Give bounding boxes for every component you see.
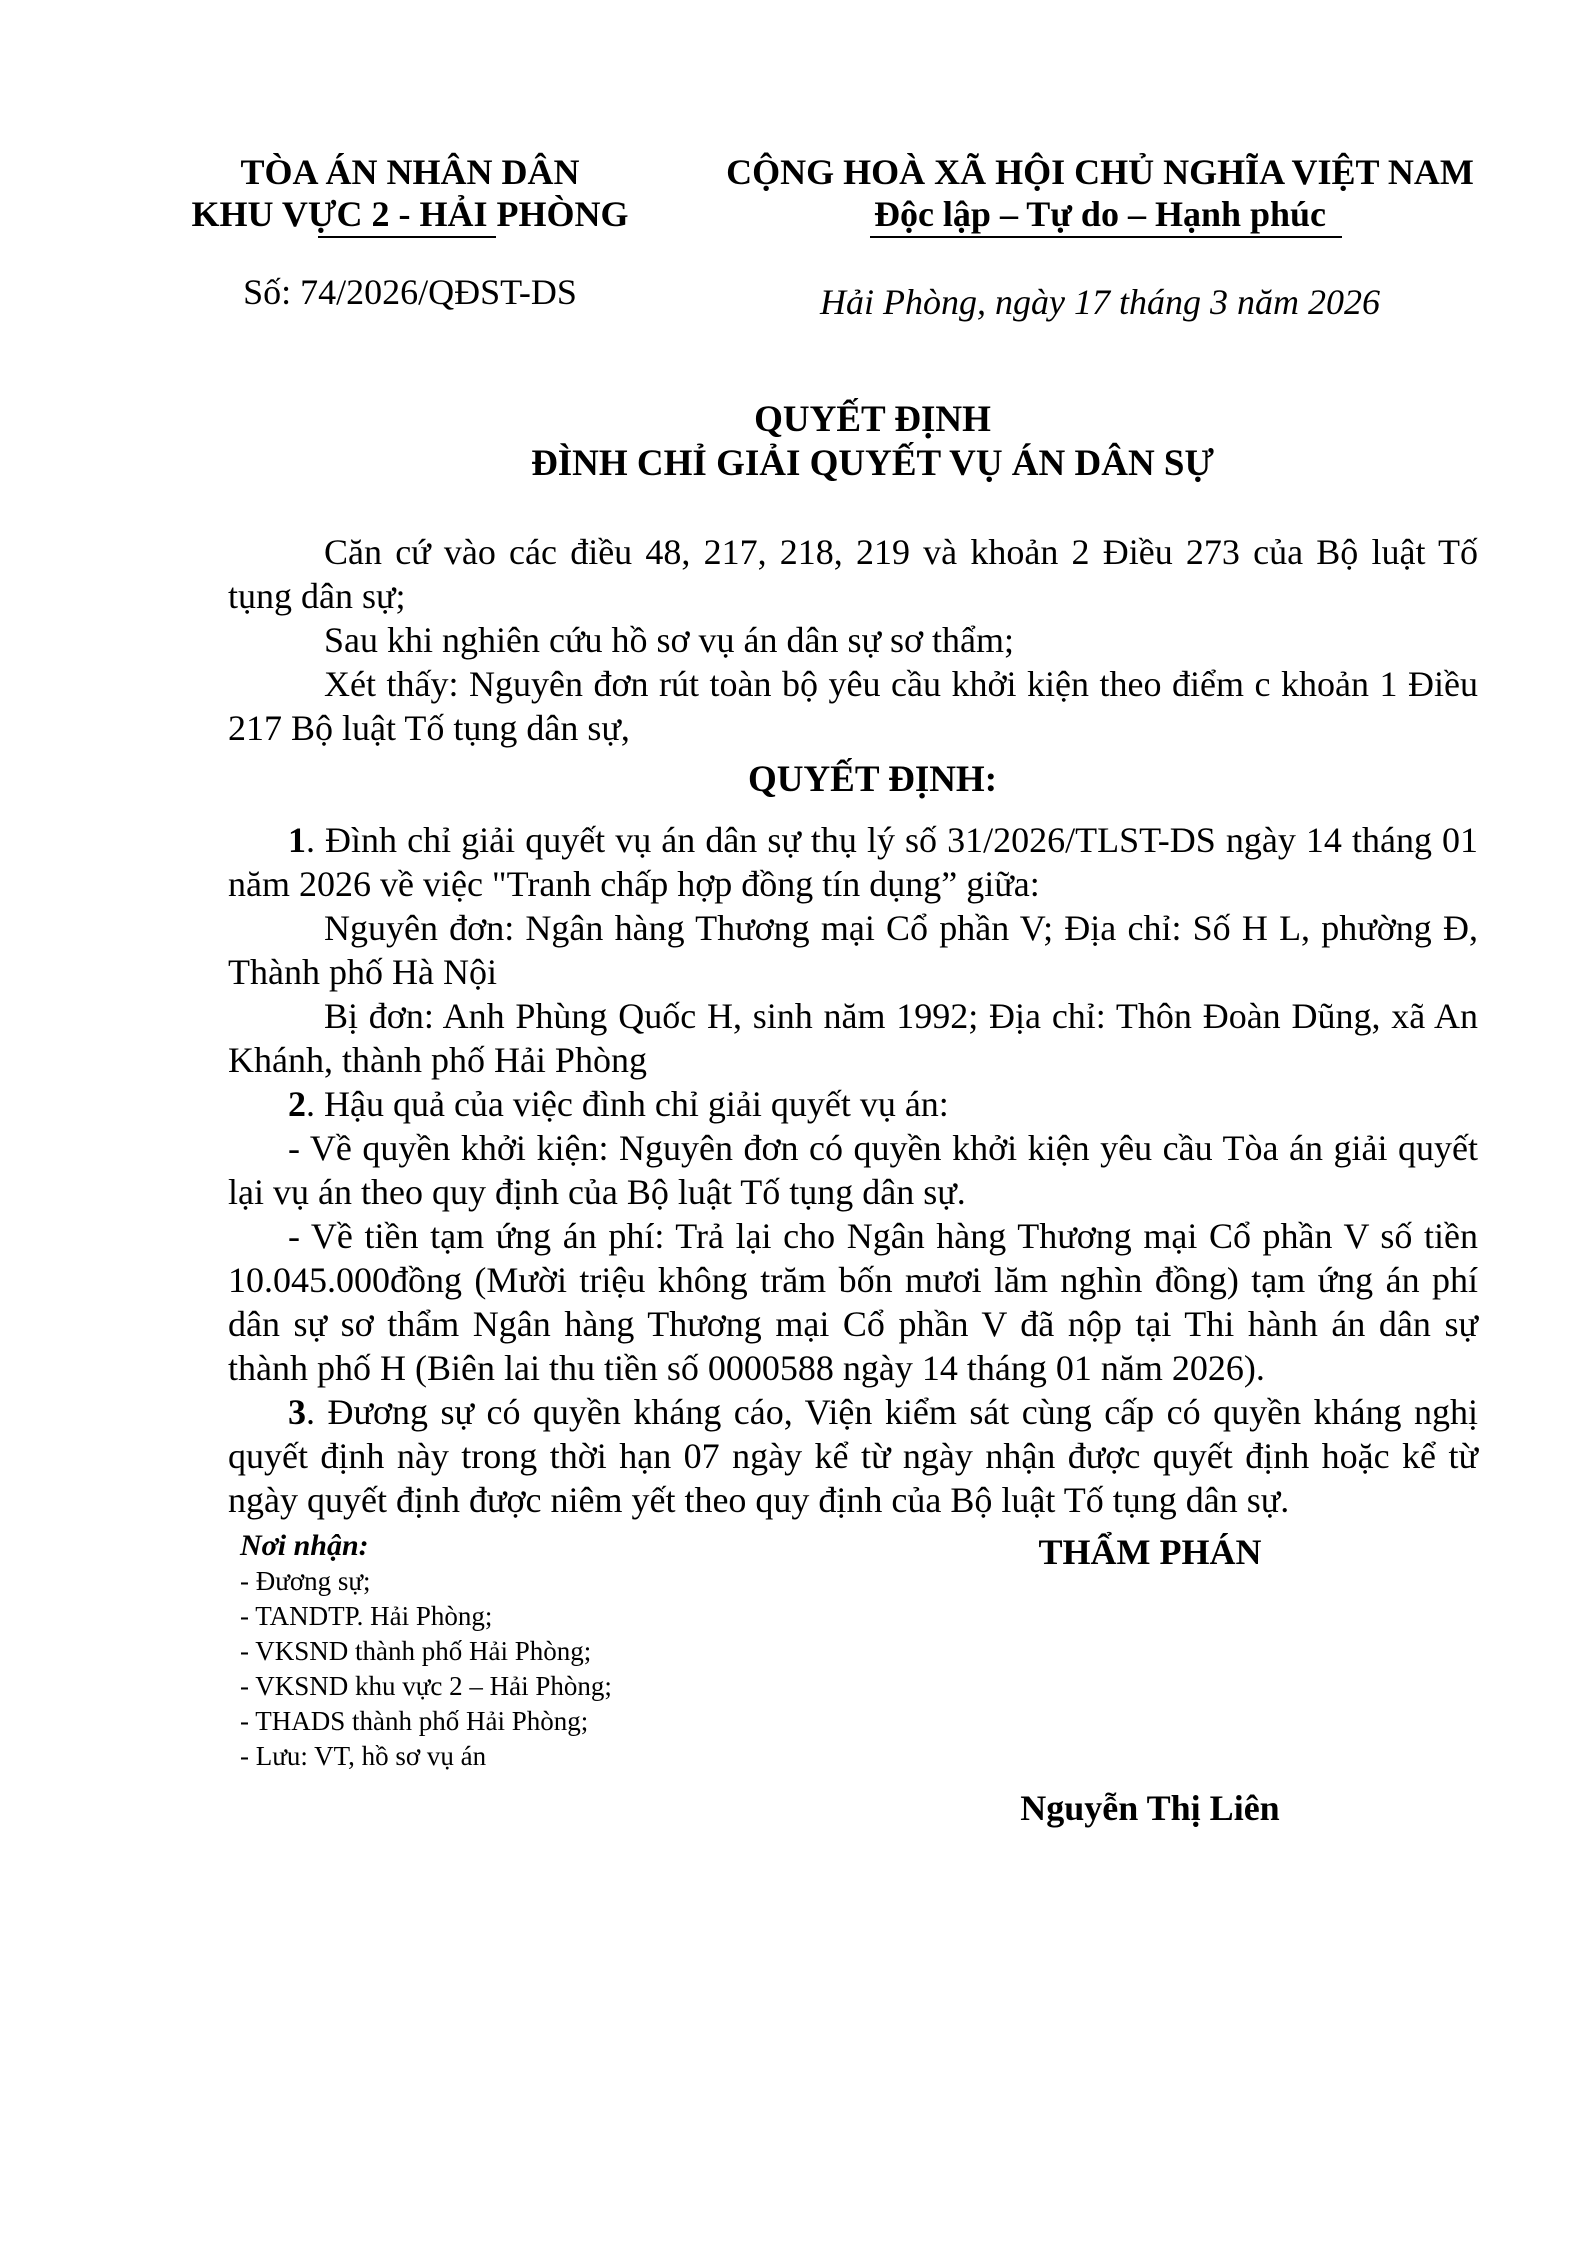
signer-name: Nguyễn Thị Liên bbox=[1020, 1788, 1280, 1828]
court-name-underline bbox=[318, 236, 496, 238]
preamble bbox=[228, 530, 1478, 750]
item-2 bbox=[228, 1082, 1478, 1126]
nation-motto: Độc lập – Tự do – Hạnh phúc bbox=[873, 194, 1327, 234]
court-fee-paragraph: - Về tiền tạm ứng án phí: Trả lại cho Ngân hàng Thương mại Cổ phần V số tiền 10.045.000đồng (Mười triệu không trăm bốn mươi lăm nghìn đồng) tạm ứng án phí dân sự sơ thẩm Ngân hàng Thương mại Cổ phần V đã nộp tại Thi hành án dân sự thành phố H (Biên lai thu tiền số 0000588 ngày 14 tháng 01 năm 2026). bbox=[228, 1216, 1478, 1388]
review-paragraph: Sau khi nghiên cứu hồ sơ vụ án dân sự sơ thẩm; bbox=[324, 620, 1015, 660]
decision-items bbox=[228, 818, 1478, 1522]
document-number: Số: 74/2026/QĐST-DS bbox=[243, 272, 577, 312]
defendant-paragraph: Bị đơn: Anh Phùng Quốc H, sinh năm 1992; Địa chỉ: Thôn Đoàn Dũng, xã An Khánh, thành phố Hải Phòng bbox=[228, 996, 1478, 1080]
recipients-list bbox=[240, 1564, 612, 1774]
recipients-label: Nơi nhận: bbox=[240, 1529, 369, 1562]
decision-heading: QUYẾT ĐỊNH: bbox=[747, 759, 998, 800]
recipient-item: - Đương sự; bbox=[240, 1566, 371, 1596]
consideration-paragraph: Xét thấy: Nguyên đơn rút toàn bộ yêu cầu khởi kiện theo điểm c khoản 1 Điều 217 Bộ luật Tố tụng dân sự, bbox=[228, 664, 1478, 748]
recipient-item: - VKSND thành phố Hải Phòng; bbox=[240, 1636, 592, 1666]
item-2-text: . Hậu quả của việc đình chỉ giải quyết vụ án: bbox=[306, 1084, 949, 1124]
signature-title: THẨM PHÁN bbox=[1038, 1532, 1262, 1572]
nation-motto-underline bbox=[870, 236, 1342, 238]
document-title: QUYẾT ĐỊNH bbox=[754, 399, 991, 440]
right-to-sue-paragraph: - Về quyền khởi kiện: Nguyên đơn có quyền khởi kiện yêu cầu Tòa án giải quyết lại vụ án theo quy định của Bộ luật Tố tụng dân sự. bbox=[228, 1128, 1478, 1212]
recipients-block bbox=[240, 1528, 612, 1774]
legal-basis-paragraph: Căn cứ vào các điều 48, 217, 218, 219 và khoản 2 Điều 273 của Bộ luật Tố tụng dân sự; bbox=[228, 532, 1478, 616]
item-2-number: 2 bbox=[288, 1084, 306, 1124]
recipient-item: - VKSND khu vực 2 – Hải Phòng; bbox=[240, 1671, 612, 1701]
document-subtitle: ĐÌNH CHỈ GIẢI QUYẾT VỤ ÁN DÂN SỰ bbox=[531, 443, 1214, 484]
court-name-line1: TÒA ÁN NHÂN DÂN bbox=[240, 152, 580, 192]
court-name-line2: KHU VỰC 2 - HẢI PHÒNG bbox=[191, 194, 629, 234]
issue-date: Hải Phòng, ngày 17 tháng 3 năm 2026 bbox=[820, 282, 1380, 322]
item-1 bbox=[228, 818, 1478, 906]
item-3-number: 3 bbox=[288, 1392, 306, 1432]
recipient-item: - TANDTP. Hải Phòng; bbox=[240, 1601, 493, 1631]
item-3-text: . Đương sự có quyền kháng cáo, Viện kiểm sát cùng cấp có quyền kháng nghị quyết định này trong thời hạn 07 ngày kể từ ngày nhận được quyết định hoặc kể từ ngày quyết định được niêm yết theo quy định của Bộ luật Tố tụng dân sự. bbox=[228, 1392, 1478, 1520]
plaintiff-paragraph: Nguyên đơn: Ngân hàng Thương mại Cổ phần V; Địa chỉ: Số H L, phường Đ, Thành phố Hà Nội bbox=[228, 908, 1478, 992]
item-1-number: 1 bbox=[288, 820, 306, 860]
nation-title: CỘNG HOÀ XÃ HỘI CHỦ NGHĨA VIỆT NAM bbox=[726, 152, 1474, 192]
item-3 bbox=[228, 1390, 1478, 1522]
recipient-item: - Lưu: VT, hồ sơ vụ án bbox=[240, 1741, 487, 1771]
recipient-item: - THADS thành phố Hải Phòng; bbox=[240, 1706, 589, 1736]
item-1-text: . Đình chỉ giải quyết vụ án dân sự thụ lý số 31/2026/TLST-DS ngày 14 tháng 01 năm 2026 về việc "Tranh chấp hợp đồng tín dụng” giữa: bbox=[228, 820, 1478, 904]
